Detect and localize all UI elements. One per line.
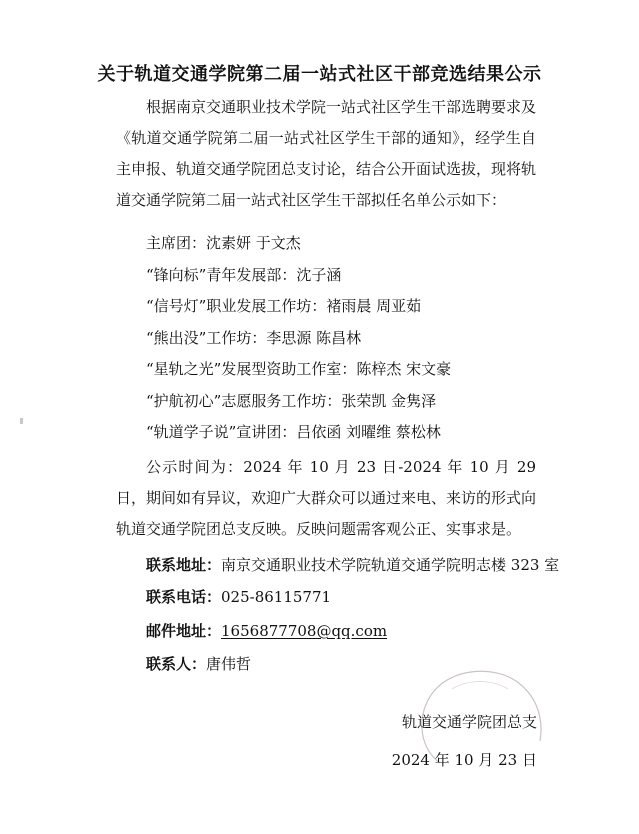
appointment-line: “护航初心”志愿服务工作坊：张荣凯 金隽泽 (146, 392, 437, 410)
appointment-line: “熊出没”工作坊：李思源 陈昌林 (146, 329, 362, 347)
intro-paragraph: 根据南京交通职业技术学院一站式社区学生干部选聘要求及《轨道交通学院第二届一站式社区学生干部的通知》，经学生自主申报、轨道交通学院团总支讨论，结合公开面试选拔，现将轨道交通学院第二届一站式社区学生干部拟任名单公示如下： (116, 98, 537, 209)
appointment-line: “轨道学子说”宣讲团：吕依函 刘曜维 蔡松林 (146, 423, 441, 441)
appointment-line: 主席团：沈素妍 于文杰 (146, 234, 301, 252)
contact-person-label: 联系人： (146, 655, 207, 673)
contact-email (146, 621, 387, 641)
contact-address (146, 555, 559, 575)
page-title: 关于轨道交通学院第二届一站式社区干部竞选结果公示 (97, 64, 542, 85)
contact-address-value: 南京交通职业技术学院轨道交通学院明志楼 323 室 (221, 556, 560, 574)
contact-person (146, 654, 251, 674)
contact-phone-value: 025-86115771 (221, 588, 332, 606)
notice-paragraph: 公示时间为：2024 年 10 月 23 日-2024 年 10 月 29 日，期间如有异议，欢迎广大群众可以通过来电、来访的形式向轨道交通学院团总支反映。反映问题需客观公正、实事求是。 (116, 458, 537, 538)
email-link[interactable]: 1656877708@qq.com (221, 622, 388, 640)
appointment-line: “锋向标”青年发展部：沈子涵 (146, 266, 342, 284)
contact-phone (146, 587, 331, 607)
contact-email-label: 邮件地址： (146, 622, 222, 640)
scan-speck (20, 418, 23, 424)
contact-address-label: 联系地址： (146, 556, 222, 574)
signature-org: 轨道交通学院团总支 (401, 713, 537, 731)
contact-phone-label: 联系电话： (146, 588, 222, 606)
contact-person-value: 唐伟哲 (206, 655, 252, 673)
appointment-line: “星轨之光”发展型资助工作室：陈梓杰 宋文豪 (146, 360, 452, 378)
appointment-line: “信号灯”职业发展工作坊：褚雨晨 周亚茹 (146, 297, 422, 315)
signature-date: 2024 年 10 月 23 日 (391, 751, 537, 769)
